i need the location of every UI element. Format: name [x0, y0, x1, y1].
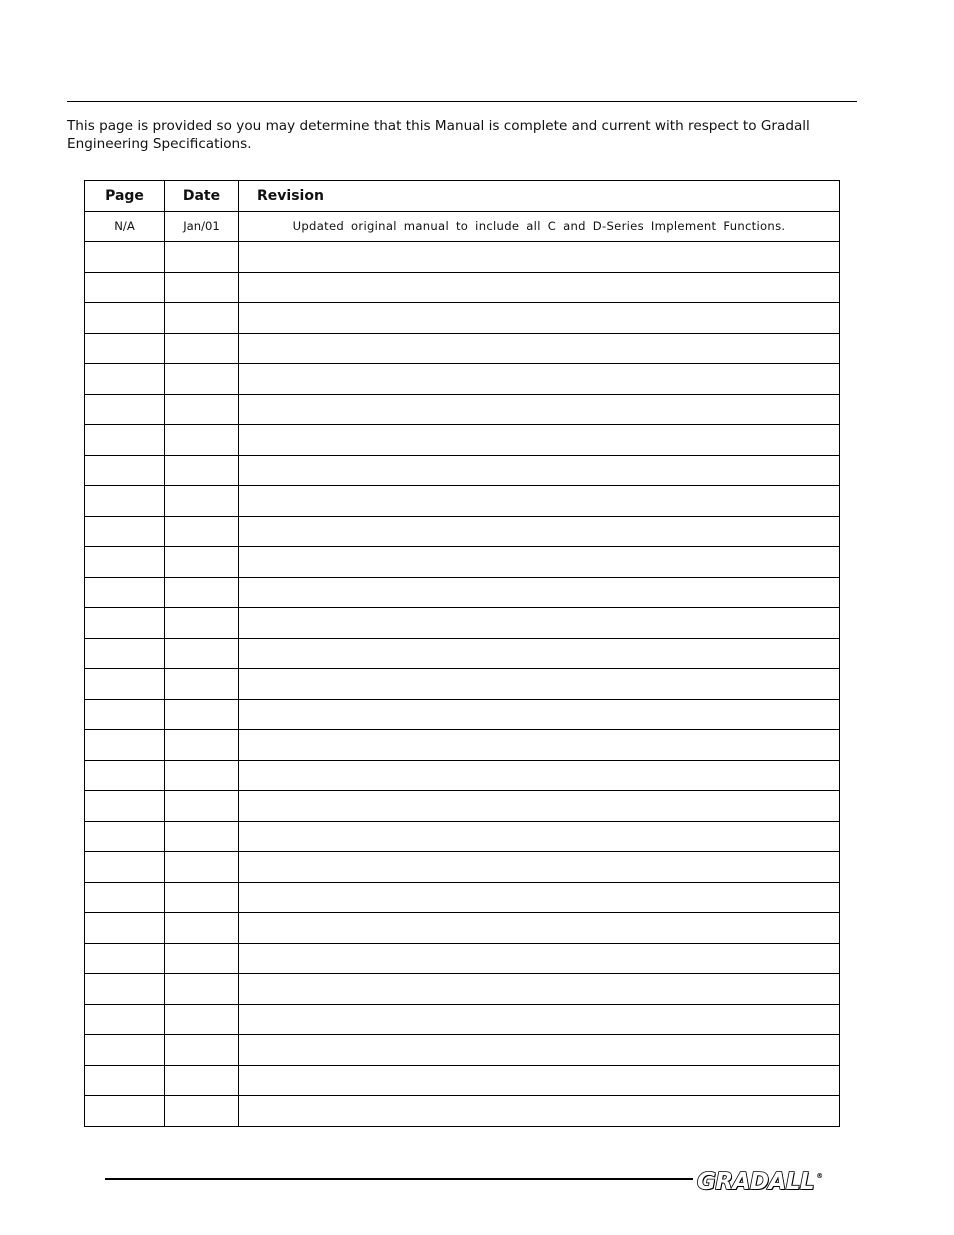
cell-date — [165, 730, 239, 761]
cell-page — [85, 699, 165, 730]
table-row — [85, 791, 840, 822]
cell-revision — [239, 425, 840, 456]
cell-date — [165, 577, 239, 608]
cell-revision — [239, 974, 840, 1005]
cell-date — [165, 1035, 239, 1066]
intro-line-1: This page is provided so you may determine that this Manual is complete and current with respect to Gradall — [67, 118, 810, 134]
cell-page — [85, 455, 165, 486]
table-row — [85, 882, 840, 913]
cell-page — [85, 577, 165, 608]
table-row — [85, 943, 840, 974]
cell-date — [165, 669, 239, 700]
cell-date — [165, 516, 239, 547]
cell-date — [165, 974, 239, 1005]
cell-page — [85, 486, 165, 517]
cell-page — [85, 1004, 165, 1035]
cell-date: Jan/01 — [165, 211, 239, 242]
cell-page — [85, 791, 165, 822]
cell-page — [85, 821, 165, 852]
table-row — [85, 638, 840, 669]
intro-paragraph — [67, 118, 857, 153]
cell-page: N/A — [85, 211, 165, 242]
cell-date — [165, 882, 239, 913]
cell-revision — [239, 699, 840, 730]
table-row — [85, 669, 840, 700]
cell-date — [165, 486, 239, 517]
table-row — [85, 730, 840, 761]
table-row — [85, 547, 840, 578]
cell-date — [165, 364, 239, 395]
cell-revision — [239, 791, 840, 822]
table-row — [85, 1004, 840, 1035]
cell-revision — [239, 364, 840, 395]
table-row — [85, 974, 840, 1005]
cell-date — [165, 272, 239, 303]
table-row — [85, 699, 840, 730]
cell-page — [85, 1065, 165, 1096]
cell-page — [85, 272, 165, 303]
cell-revision — [239, 242, 840, 273]
cell-date — [165, 791, 239, 822]
cell-date — [165, 547, 239, 578]
cell-page — [85, 760, 165, 791]
table-row — [85, 455, 840, 486]
cell-revision — [239, 852, 840, 883]
registered-mark-icon: ® — [816, 1172, 823, 1180]
cell-page — [85, 333, 165, 364]
table-row — [85, 242, 840, 273]
table-row — [85, 1096, 840, 1127]
cell-page — [85, 974, 165, 1005]
header-page: Page — [85, 181, 165, 212]
cell-revision — [239, 577, 840, 608]
cell-revision — [239, 1096, 840, 1127]
logo-text: GRADALL — [697, 1169, 815, 1195]
cell-page — [85, 913, 165, 944]
cell-revision — [239, 1004, 840, 1035]
cell-page — [85, 425, 165, 456]
cell-date — [165, 394, 239, 425]
cell-page — [85, 1096, 165, 1127]
revision-table — [84, 180, 840, 1127]
table-row — [85, 272, 840, 303]
cell-revision — [239, 1035, 840, 1066]
top-divider — [67, 101, 857, 102]
cell-revision — [239, 760, 840, 791]
cell-revision — [239, 669, 840, 700]
cell-page — [85, 1035, 165, 1066]
cell-page — [85, 516, 165, 547]
table-row — [85, 913, 840, 944]
cell-revision — [239, 730, 840, 761]
intro-line-2: Engineering Specifications. — [67, 135, 252, 152]
cell-revision — [239, 455, 840, 486]
cell-page — [85, 943, 165, 974]
cell-date — [165, 242, 239, 273]
cell-revision — [239, 333, 840, 364]
cell-page — [85, 303, 165, 334]
cell-date — [165, 455, 239, 486]
cell-revision — [239, 913, 840, 944]
cell-revision — [239, 608, 840, 639]
cell-date — [165, 699, 239, 730]
cell-page — [85, 669, 165, 700]
header-date: Date — [165, 181, 239, 212]
cell-revision — [239, 638, 840, 669]
cell-page — [85, 852, 165, 883]
table-row — [85, 486, 840, 517]
table-row — [85, 852, 840, 883]
table-row — [85, 608, 840, 639]
table-row — [85, 577, 840, 608]
table-header-row — [85, 181, 840, 212]
cell-date — [165, 638, 239, 669]
header-revision: Revision — [239, 181, 840, 212]
cell-date — [165, 1096, 239, 1127]
table-row — [85, 364, 840, 395]
cell-page — [85, 638, 165, 669]
cell-date — [165, 1065, 239, 1096]
cell-date — [165, 425, 239, 456]
cell-revision — [239, 516, 840, 547]
cell-date — [165, 821, 239, 852]
cell-page — [85, 242, 165, 273]
table-row — [85, 760, 840, 791]
cell-page — [85, 882, 165, 913]
gradall-logo — [697, 1166, 821, 1198]
cell-revision — [239, 272, 840, 303]
cell-page — [85, 608, 165, 639]
cell-revision — [239, 821, 840, 852]
table-row — [85, 516, 840, 547]
cell-date — [165, 1004, 239, 1035]
table-row — [85, 394, 840, 425]
cell-date — [165, 852, 239, 883]
cell-date — [165, 303, 239, 334]
table-row — [85, 333, 840, 364]
table-row — [85, 821, 840, 852]
cell-date — [165, 943, 239, 974]
table-row — [85, 1035, 840, 1066]
cell-page — [85, 394, 165, 425]
table-row — [85, 303, 840, 334]
revision-table-body — [85, 211, 840, 1126]
table-row — [85, 425, 840, 456]
cell-date — [165, 913, 239, 944]
cell-page — [85, 364, 165, 395]
table-row — [85, 211, 840, 242]
cell-page — [85, 547, 165, 578]
cell-page — [85, 730, 165, 761]
cell-revision — [239, 394, 840, 425]
footer-divider — [105, 1178, 693, 1180]
table-row — [85, 1065, 840, 1096]
cell-revision — [239, 1065, 840, 1096]
cell-revision — [239, 943, 840, 974]
cell-revision — [239, 547, 840, 578]
cell-date — [165, 333, 239, 364]
cell-revision: Updated original manual to include all C and D-Series Implement Functions. — [239, 211, 840, 242]
cell-date — [165, 608, 239, 639]
cell-date — [165, 760, 239, 791]
cell-revision — [239, 882, 840, 913]
cell-revision — [239, 303, 840, 334]
cell-revision — [239, 486, 840, 517]
